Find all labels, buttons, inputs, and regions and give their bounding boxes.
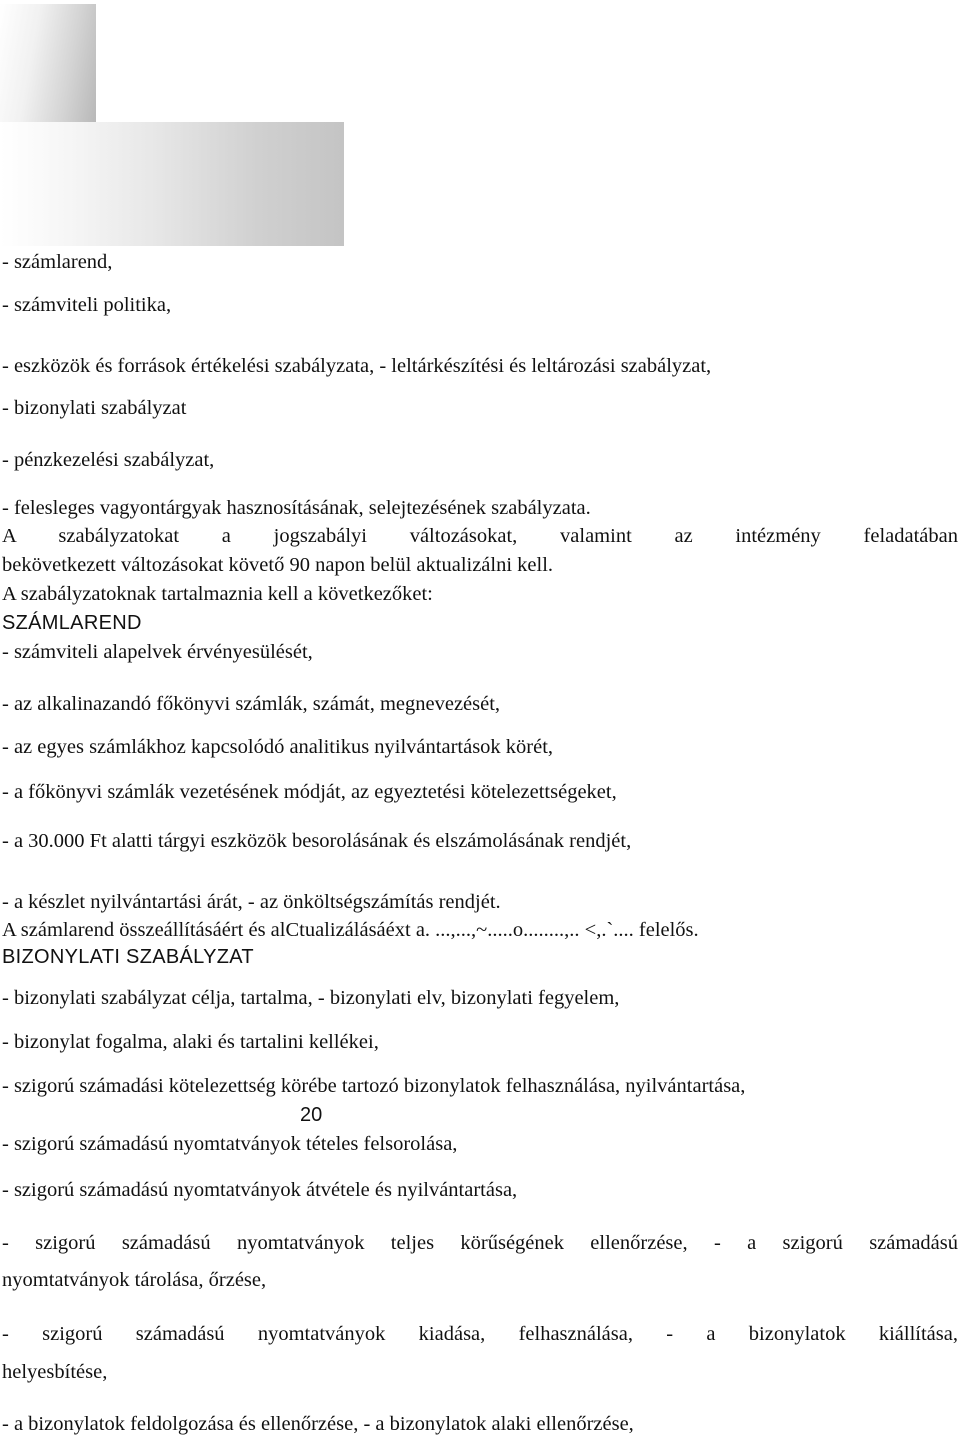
list-item: - a készlet nyilvántartási árát, - az önköltségszámítás rendjét. xyxy=(2,891,501,913)
list-item: - bizonylat fogalma, alaki és tartalini kellékei, xyxy=(2,1031,379,1053)
list-item: - bizonylati szabályzat xyxy=(2,397,187,419)
list-item: - a bizonylatok feldolgozása és ellenőrzése, - a bizonylatok alaki ellenőrzése, xyxy=(2,1413,634,1435)
paragraph-line: nyomtatványok tárolása, őrzése, xyxy=(2,1269,267,1291)
section-heading-bizonylati: BIZONYLATI SZABÁLYZAT xyxy=(2,946,254,968)
list-item: - az egyes számlákhoz kapcsolódó analitikus nyilvántartások körét, xyxy=(2,736,554,758)
list-item: - eszközök és források értékelési szabályzata, - leltárkészítési és leltározási szabályzat, xyxy=(2,355,712,377)
list-item: - szigorú számadású nyomtatványok tételes felsorolása, xyxy=(2,1133,458,1155)
list-item: - a főkönyvi számlák vezetésének módját, az egyeztetési kötelezettségeket, xyxy=(2,781,617,803)
list-item: - felesleges vagyontárgyak hasznosításának, selejtezésének szabályzata. xyxy=(2,497,591,519)
list-item: - pénzkezelési szabályzat, xyxy=(2,449,215,471)
update-paragraph-line: A szabályzatokat a jogszabályi változásokat, valamint az intézmény feladatában xyxy=(2,525,958,547)
list-item: - számviteli politika, xyxy=(2,294,172,316)
section-heading-szamlarend: SZÁMLAREND xyxy=(2,612,142,634)
list-item: - a 30.000 Ft alatti tárgyi eszközök besorolásának és elszámolásának rendjét, xyxy=(2,830,632,852)
page-number: 20 xyxy=(300,1104,323,1126)
paragraph-line: helyesbítése, xyxy=(2,1361,108,1383)
paragraph-line: - szigorú számadású nyomtatványok teljes körűségének ellenőrzése, - a szigorú számadású xyxy=(2,1232,958,1254)
scan-artifact-bottom xyxy=(0,122,344,246)
list-item: - bizonylati szabályzat célja, tartalma, - bizonylati elv, bizonylati fegyelem, xyxy=(2,987,620,1009)
list-item: - az alkalinazandó főkönyvi számlák, számát, megnevezését, xyxy=(2,693,501,715)
responsibility-line: A számlarend összeállításáért és alCtualizálásáéxt a. ...,...,~.....o........,.. <,.`.... felelős. xyxy=(2,919,699,941)
list-item: - szigorú számadású nyomtatványok átvétele és nyilvántartása, xyxy=(2,1179,518,1201)
contents-intro: A szabályzatoknak tartalmaznia kell a következőket: xyxy=(2,583,433,605)
list-item: - szigorú számadási kötelezettség körébe tartozó bizonylatok felhasználása, nyilvántartása, xyxy=(2,1075,746,1097)
list-item: - számlarend, xyxy=(2,251,113,273)
update-paragraph-line: bekövetkezett változásokat követő 90 napon belül aktualizálni kell. xyxy=(2,554,554,576)
list-item: - számviteli alapelvek érvényesülését, xyxy=(2,641,313,663)
scan-artifact-top xyxy=(0,4,96,122)
paragraph-line: - szigorú számadású nyomtatványok kiadása, felhasználása, - a bizonylatok kiállítása, xyxy=(2,1323,958,1345)
